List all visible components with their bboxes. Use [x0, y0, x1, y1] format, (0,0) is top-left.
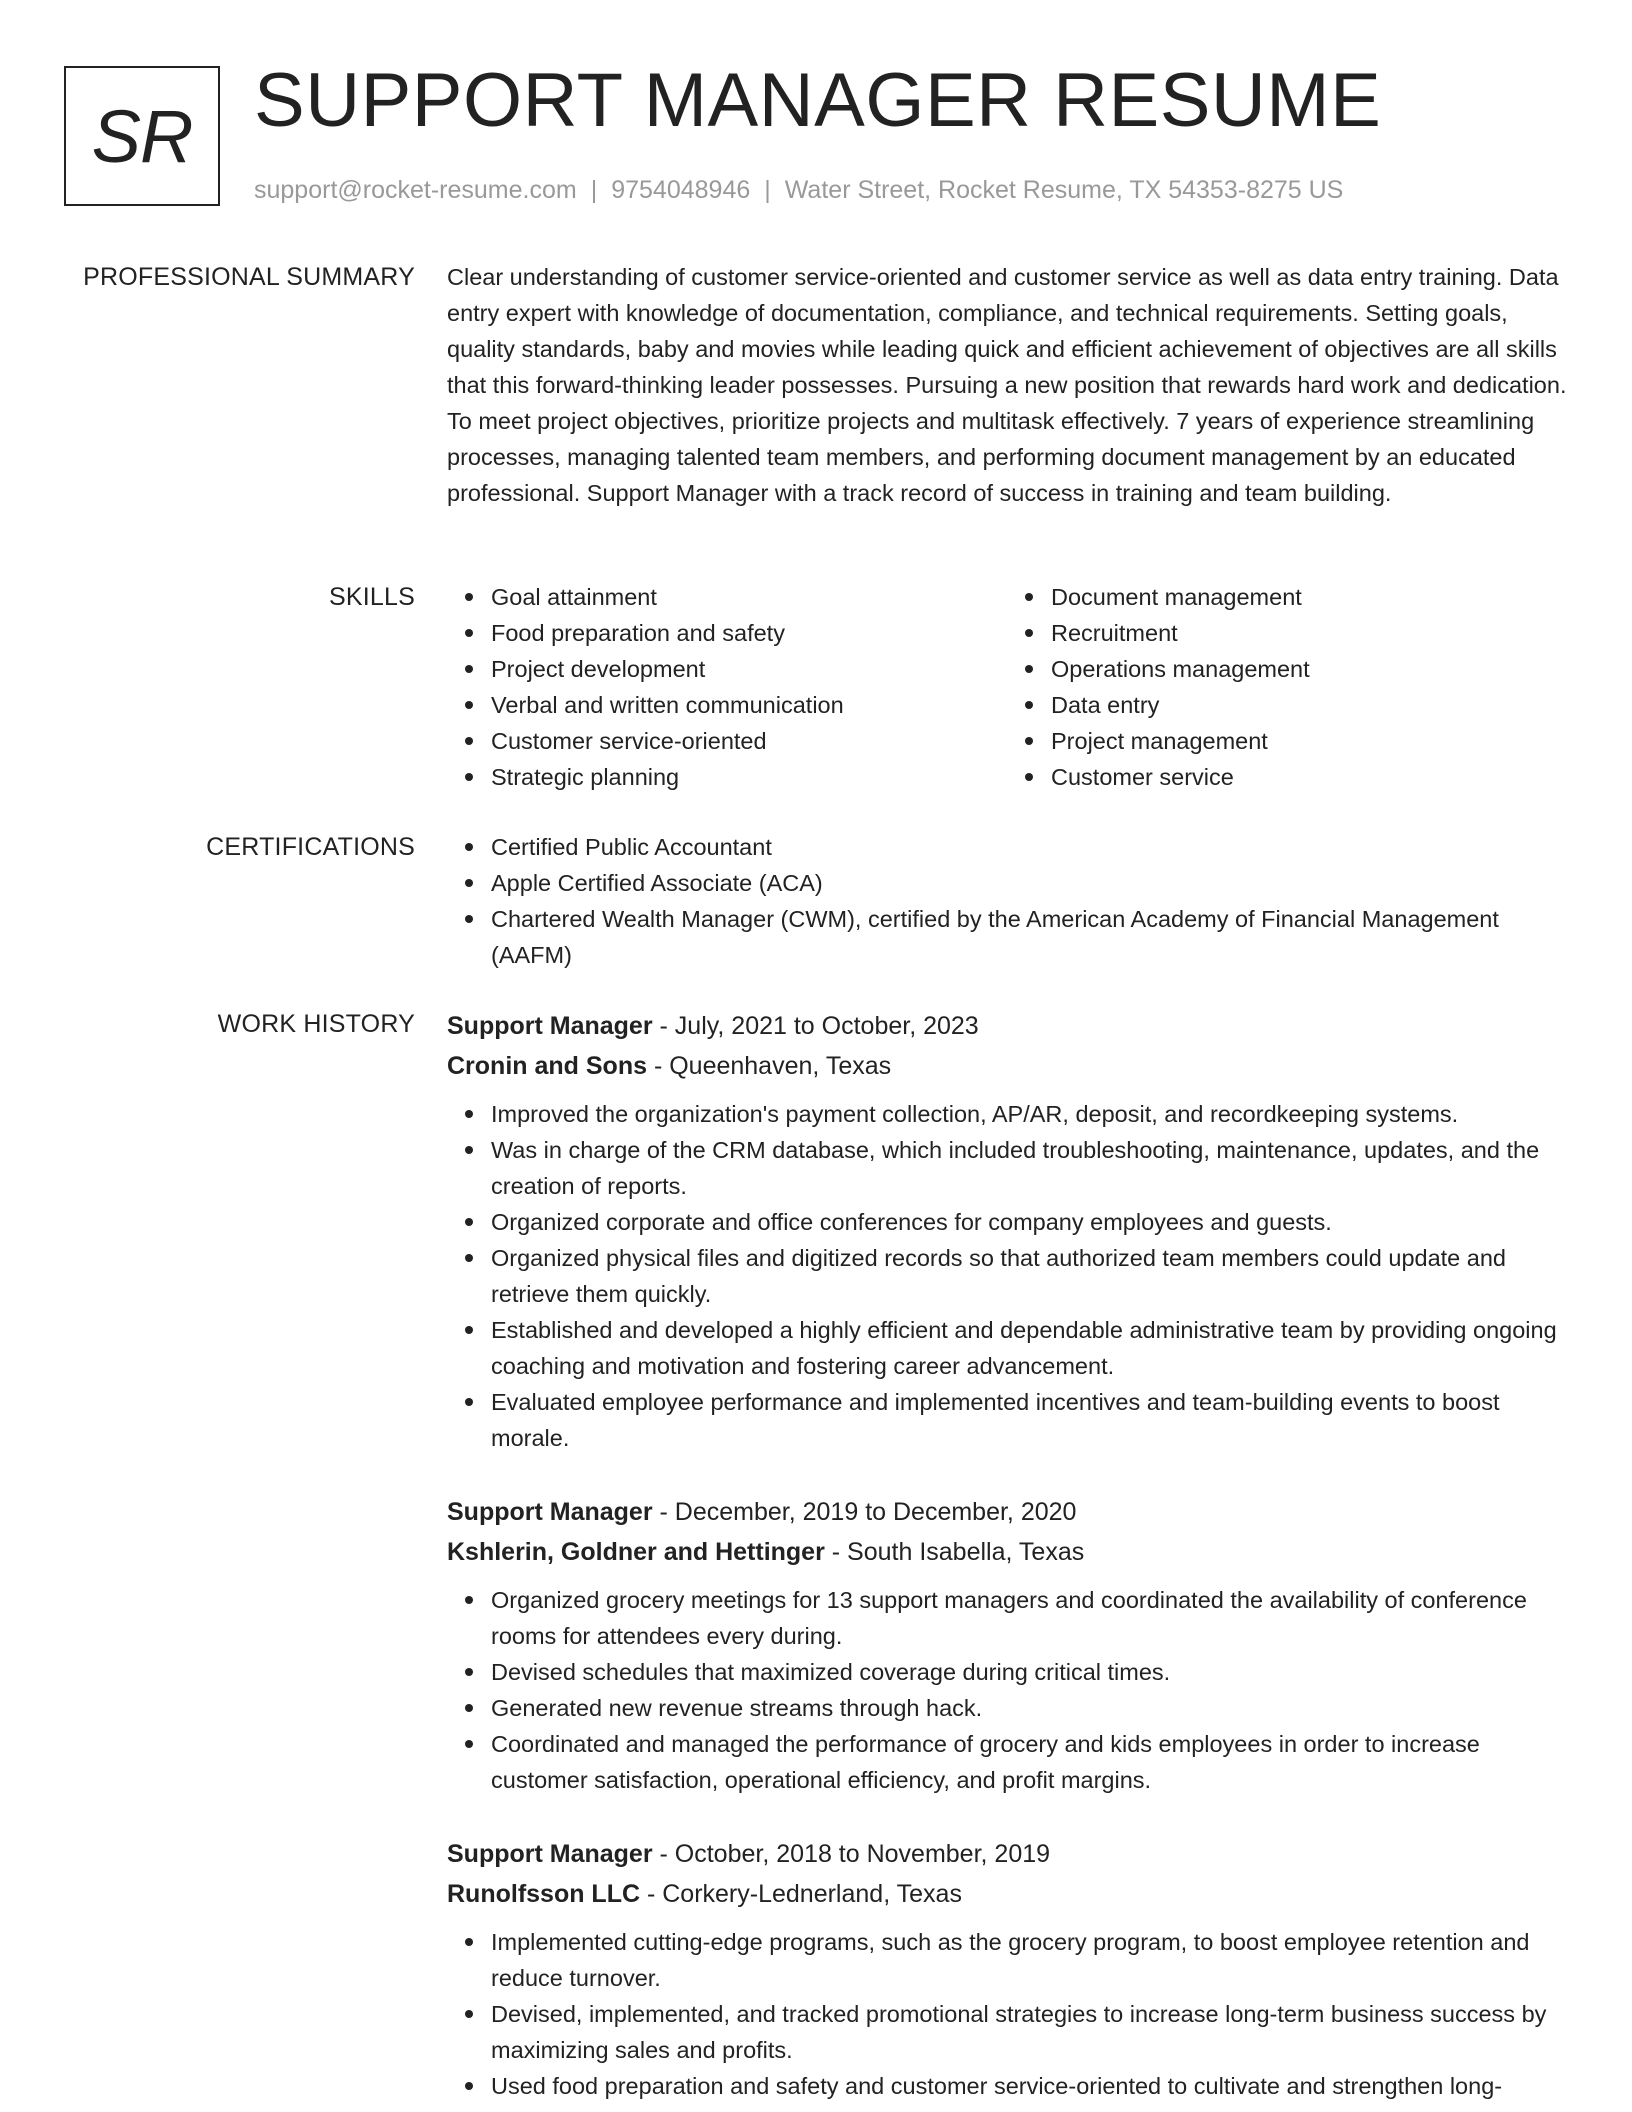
job-title-line — [447, 1006, 1567, 1046]
skill-item: Document management — [1051, 579, 1567, 615]
job-bullet: Generated new revenue streams through hack. — [491, 1690, 1567, 1726]
job-bullet: Was in charge of the CRM database, which included troubleshooting, maintenance, updates, and the creation of reports. — [491, 1132, 1567, 1204]
certifications-body — [447, 829, 1567, 973]
job-company-line — [447, 1532, 1567, 1572]
skill-item: Strategic planning — [491, 759, 1007, 795]
work-history-heading: WORK HISTORY — [217, 1010, 415, 1038]
separator: | — [590, 176, 598, 204]
job-title-line — [447, 1834, 1567, 1874]
email-text: support@rocket-resume.com — [254, 176, 577, 204]
job-company-line — [447, 1046, 1567, 1086]
job-company: Kshlerin, Goldner and Hettinger — [447, 1538, 825, 1566]
separator: | — [764, 176, 771, 204]
job-entry — [447, 1834, 1567, 2104]
resume-title: SUPPORT MANAGER RESUME — [254, 58, 1382, 143]
job-bullet: Coordinated and managed the performance of grocery and kids employees in order to increase customer satisfaction, operational efficiency, and profit margins. — [491, 1726, 1567, 1798]
job-bullets — [447, 1582, 1567, 1798]
skills-body — [447, 579, 1567, 795]
summary-heading: PROFESSIONAL SUMMARY — [83, 263, 415, 291]
job-bullet: Organized physical files and digitized records so that authorized team members could update and retrieve them quickly. — [491, 1240, 1567, 1312]
job-company-line — [447, 1874, 1567, 1914]
job-company: Runolfsson LLC — [447, 1880, 641, 1908]
job-dates: - October, 2018 to November, 2019 — [652, 1840, 1051, 1868]
skill-item: Customer service-oriented — [491, 723, 1007, 759]
skills-list-left — [447, 579, 1007, 795]
skills-list-right — [1007, 579, 1567, 795]
monogram-logo: SR — [64, 66, 220, 206]
job-title-line — [447, 1492, 1567, 1532]
skill-item: Project management — [1051, 723, 1567, 759]
job-entry — [447, 1492, 1567, 1798]
certification-item: Apple Certified Associate (ACA) — [491, 865, 1567, 901]
phone-text: 9754048946 — [611, 176, 751, 204]
skill-item: Verbal and written communication — [491, 687, 1007, 723]
skill-item: Data entry — [1051, 687, 1567, 723]
skill-item: Operations management — [1051, 651, 1567, 687]
job-bullet: Established and developed a highly efficient and dependable administrative team by providing ongoing coaching and motivation and fostering career advancement. — [491, 1312, 1567, 1384]
job-bullet: Implemented cutting-edge programs, such as the grocery program, to boost employee retention and reduce turnover. — [491, 1924, 1567, 1996]
job-bullets — [447, 1924, 1567, 2104]
job-location: - South Isabella, Texas — [824, 1538, 1085, 1566]
job-bullet: Devised schedules that maximized coverage during critical times. — [491, 1654, 1567, 1690]
job-bullet: Improved the organization's payment collection, AP/AR, deposit, and recordkeeping systems. — [491, 1096, 1567, 1132]
job-location: - Queenhaven, Texas — [647, 1052, 892, 1080]
job-dates: - December, 2019 to December, 2020 — [652, 1498, 1077, 1526]
job-bullet: Used food preparation and safety and customer service-oriented to cultivate and strengthen long- — [491, 2068, 1567, 2104]
contact-line — [254, 172, 1343, 208]
certifications-list — [447, 829, 1567, 973]
certification-item: Certified Public Accountant — [491, 829, 1567, 865]
job-bullet: Organized grocery meetings for 13 support managers and coordinated the availability of conference rooms for attendees every during. — [491, 1582, 1567, 1654]
job-title: Support Manager — [447, 1840, 653, 1868]
address-text: Water Street, Rocket Resume, TX 54353-8275 US — [784, 176, 1344, 204]
skill-item: Project development — [491, 651, 1007, 687]
skill-item: Customer service — [1051, 759, 1567, 795]
job-bullet: Organized corporate and office conferences for company employees and guests. — [491, 1204, 1567, 1240]
summary-text: Clear understanding of customer service-oriented and customer service as well as data entry training. Data entry expert with knowledge of documentation, compliance, and technical requirements. Setting goals, quality standards, baby and movies while leading quick and efficient achievement of objectives are all skills that this forward-thinking leader possesses. Pursuing a new position that rewards hard work and dedication. To meet project objectives, prioritize projects and multitask effectively. 7 years of experience streamlining processes, managing talented team members, and performing document management by an educated professional. Support Manager with a track record of success in training and team building. — [447, 264, 1567, 506]
job-title: Support Manager — [447, 1012, 653, 1040]
job-bullet: Devised, implemented, and tracked promotional strategies to increase long-term business success by maximizing sales and profits. — [491, 1996, 1567, 2068]
skill-item: Goal attainment — [491, 579, 1007, 615]
job-company: Cronin and Sons — [447, 1052, 647, 1080]
job-bullets — [447, 1096, 1567, 1456]
job-bullet: Evaluated employee performance and implemented incentives and team-building events to boost morale. — [491, 1384, 1567, 1456]
certifications-heading: CERTIFICATIONS — [206, 833, 415, 861]
job-title: Support Manager — [447, 1498, 653, 1526]
work-history-body — [447, 1006, 1567, 2104]
summary-body — [447, 259, 1567, 511]
certification-item: Chartered Wealth Manager (CWM), certified by the American Academy of Financial Management (AAFM) — [491, 901, 1567, 973]
skill-item: Food preparation and safety — [491, 615, 1007, 651]
skill-item: Recruitment — [1051, 615, 1567, 651]
skills-heading: SKILLS — [329, 583, 415, 611]
job-dates: - July, 2021 to October, 2023 — [652, 1012, 979, 1040]
job-entry — [447, 1006, 1567, 1456]
job-location: - Corkery-Lednerland, Texas — [640, 1880, 962, 1908]
